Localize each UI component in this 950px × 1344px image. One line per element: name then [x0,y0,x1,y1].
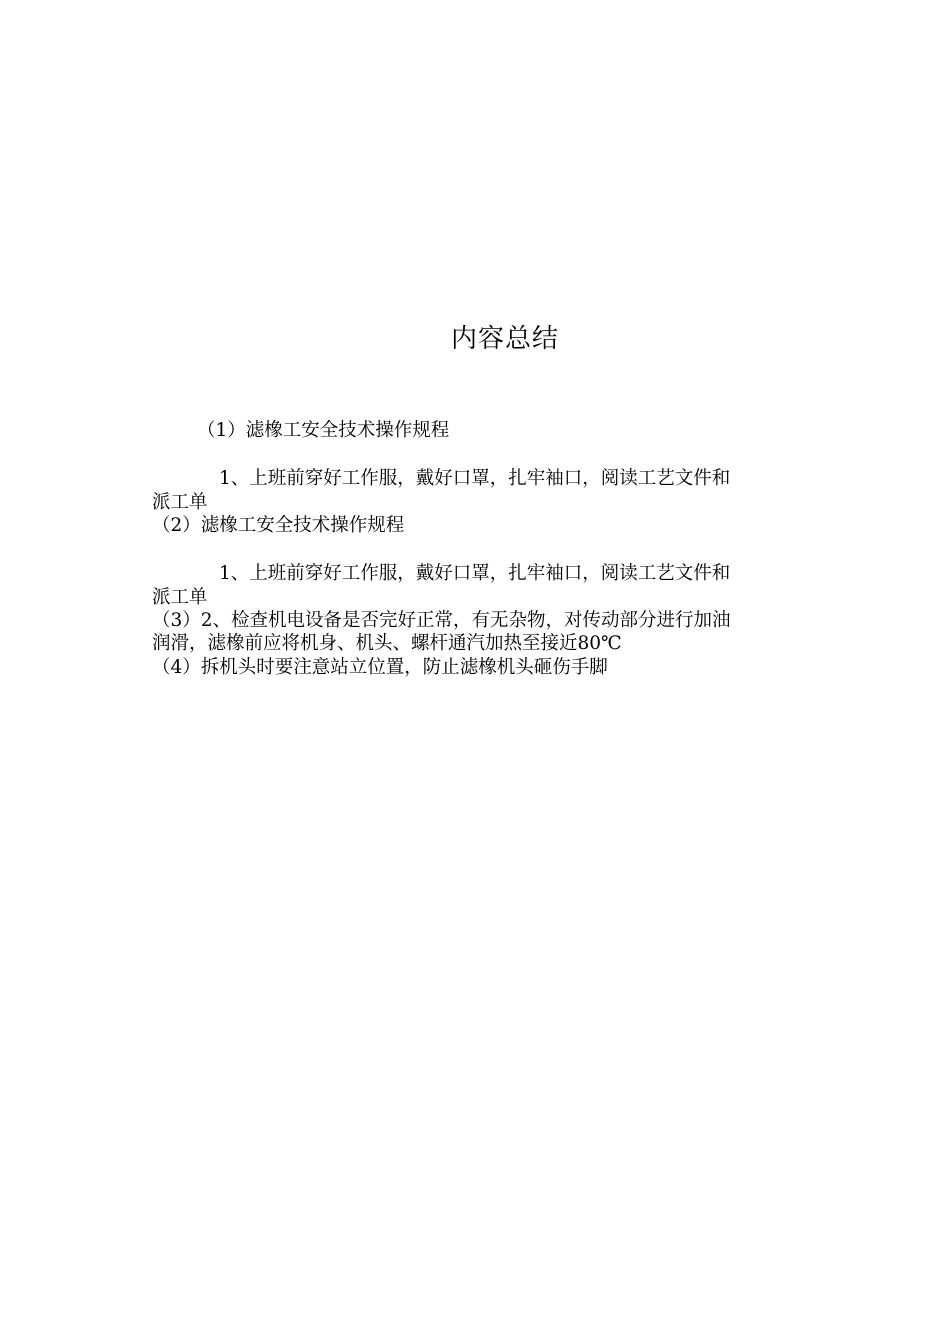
paragraph-line: 润滑，滤橡前应将机身、机头、螺杆通汽加热至接近80℃ [152,633,622,654]
section-heading-1: （1）滤橡工安全技术操作规程 [197,420,450,441]
paragraph-line: 派工单 [152,587,208,608]
paragraph-line: 1、上班前穿好工作服，戴好口罩，扎牢袖口，阅读工艺文件和 [219,468,731,489]
paragraph-line: 1、上班前穿好工作服，戴好口罩，扎牢袖口，阅读工艺文件和 [219,563,731,584]
section-item-3: （3）2、检查机电设备是否完好正常，有无杂物，对传动部分进行加油 [152,610,731,631]
paragraph-line: 派工单 [152,492,208,513]
section-heading-2: （2）滤橡工安全技术操作规程 [152,515,405,536]
page-title: 内容总结 [450,324,559,354]
section-item-4: （4）拆机头时要注意站立位置，防止滤橡机头砸伤手脚 [152,657,608,678]
